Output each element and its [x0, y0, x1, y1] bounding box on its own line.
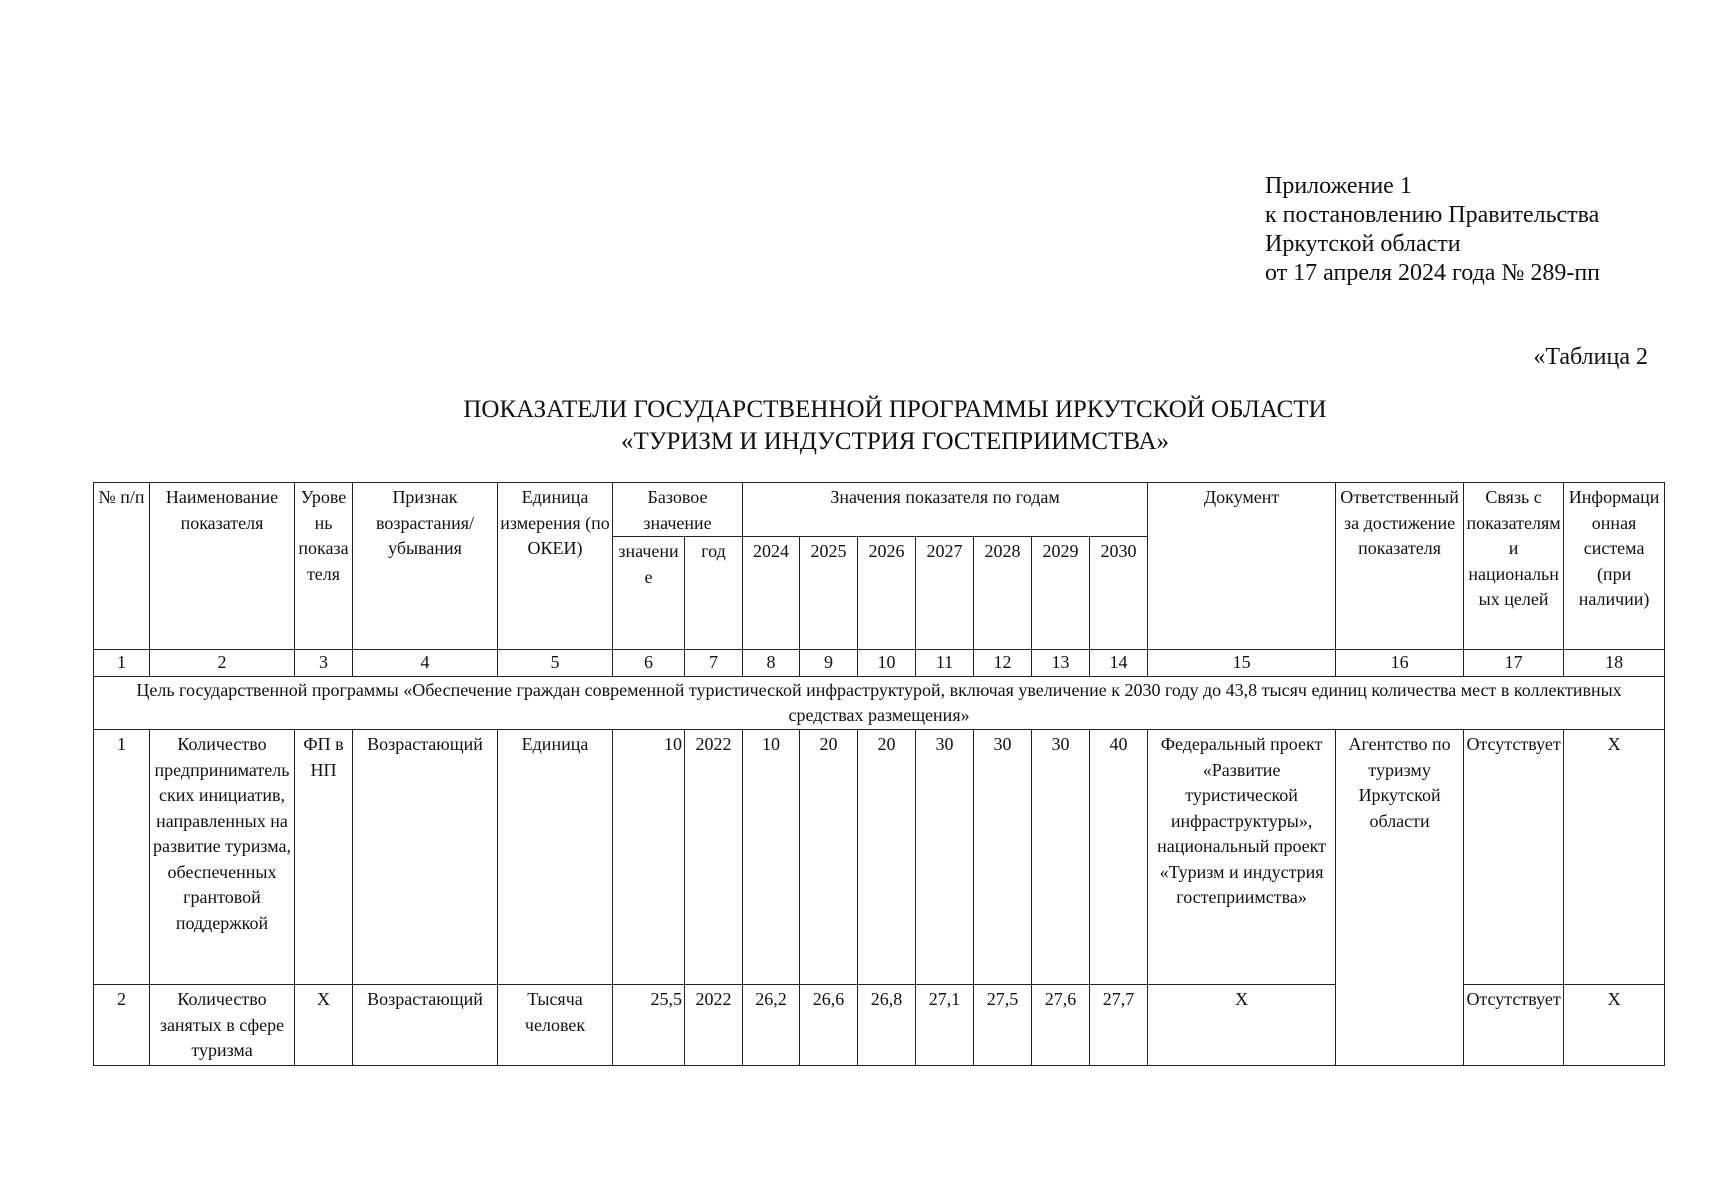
col-number: 8 — [743, 650, 800, 677]
header-year-2030: 2030 — [1090, 537, 1148, 650]
header-responsible: Ответственный за достижение показателя — [1336, 483, 1464, 650]
document-title — [0, 394, 1716, 458]
row-value-2029: 30 — [1032, 730, 1090, 985]
header-level: Уровень показателя — [295, 483, 353, 650]
header-row-1 — [94, 483, 1665, 537]
header-num: № п/п — [94, 483, 150, 650]
row-value-2027: 30 — [916, 730, 974, 985]
col-number: 14 — [1090, 650, 1148, 677]
goal-text: Цель государственной программы «Обеспечение граждан современной туристической инфраструктурой, включая увеличение к 2030 году до 43,8 тысяч единиц количества мест в коллективных средствах размещения» — [94, 677, 1665, 730]
row-responsible: Агентство по туризму Иркутской области — [1336, 730, 1464, 1066]
header-year-2028: 2028 — [974, 537, 1032, 650]
row-value-2024: 10 — [743, 730, 800, 985]
table-label: «Таблица 2 — [1533, 344, 1648, 370]
goal-row — [94, 677, 1665, 730]
header-year-2026: 2026 — [858, 537, 916, 650]
appendix-line-4: от 17 апреля 2024 года № 289-пп — [1265, 260, 1601, 286]
header-link: Связь с показателями национальных целей — [1464, 483, 1564, 650]
row-value-2024: 26,2 — [743, 985, 800, 1066]
title-line-2: «ТУРИЗМ И ИНДУСТРИЯ ГОСТЕПРИИМСТВА» — [620, 428, 1170, 455]
table-row — [94, 730, 1665, 985]
header-document: Документ — [1148, 483, 1336, 650]
header-name: Наименование показателя — [150, 483, 295, 650]
col-number: 10 — [858, 650, 916, 677]
appendix-line-3: Иркутской области — [1265, 231, 1461, 257]
row-trend: Возрастающий — [353, 730, 498, 985]
row-level: Х — [295, 985, 353, 1066]
col-number: 18 — [1564, 650, 1665, 677]
row-name: Количество предпринимательских инициатив, направленных на развитие туризма, обеспеченных грантовой поддержкой — [150, 730, 295, 985]
header-year-2025: 2025 — [800, 537, 858, 650]
appendix-line-2: к постановлению Правительства — [1265, 202, 1600, 228]
col-number: 1 — [94, 650, 150, 677]
row-value-2028: 27,5 — [974, 985, 1032, 1066]
appendix-line-1: Приложение 1 — [1265, 173, 1412, 199]
header-trend: Признак возрастания/убывания — [353, 483, 498, 650]
row-base-value: 25,5 — [613, 985, 685, 1066]
row-value-2030: 40 — [1090, 730, 1148, 985]
header-year-2027: 2027 — [916, 537, 974, 650]
header-year-2024: 2024 — [743, 537, 800, 650]
row-value-2029: 27,6 — [1032, 985, 1090, 1066]
row-value-2030: 27,7 — [1090, 985, 1148, 1066]
col-number: 12 — [974, 650, 1032, 677]
appendix-block — [1265, 172, 1600, 288]
row-link: Отсутствует — [1464, 985, 1564, 1066]
col-number: 2 — [150, 650, 295, 677]
row-value-2025: 20 — [800, 730, 858, 985]
col-number: 7 — [685, 650, 743, 677]
row-level: ФП в НП — [295, 730, 353, 985]
row-link: Отсутствует — [1464, 730, 1564, 985]
row-unit: Единица — [498, 730, 613, 985]
row-num: 1 — [94, 730, 150, 985]
title-line-1: ПОКАЗАТЕЛИ ГОСУДАРСТВЕННОЙ ПРОГРАММЫ ИРКУТСКОЙ ОБЛАСТИ — [463, 396, 1327, 423]
col-number: 16 — [1336, 650, 1464, 677]
row-value-2028: 30 — [974, 730, 1032, 985]
header-year-2029: 2029 — [1032, 537, 1090, 650]
col-number: 3 — [295, 650, 353, 677]
header-base: Базовое значение — [613, 483, 743, 537]
col-number: 5 — [498, 650, 613, 677]
header-info-system: Информационная система (при наличии) — [1564, 483, 1665, 650]
header-years-group: Значения показателя по годам — [743, 483, 1148, 537]
col-number: 13 — [1032, 650, 1090, 677]
row-trend: Возрастающий — [353, 985, 498, 1066]
column-number-row — [94, 650, 1665, 677]
row-name: Количество занятых в сфере туризма — [150, 985, 295, 1066]
col-number: 15 — [1148, 650, 1336, 677]
col-number: 17 — [1464, 650, 1564, 677]
row-base-value: 10 — [613, 730, 685, 985]
row-base-year: 2022 — [685, 730, 743, 985]
row-info-system: Х — [1564, 730, 1665, 985]
row-value-2025: 26,6 — [800, 985, 858, 1066]
row-value-2027: 27,1 — [916, 985, 974, 1066]
header-unit: Единица измерения (по ОКЕИ) — [498, 483, 613, 650]
row-num: 2 — [94, 985, 150, 1066]
row-unit: Тысяча человек — [498, 985, 613, 1066]
col-number: 11 — [916, 650, 974, 677]
row-document: Х — [1148, 985, 1336, 1066]
row-base-year: 2022 — [685, 985, 743, 1066]
header-base-value: значение — [613, 537, 685, 650]
row-info-system: Х — [1564, 985, 1665, 1066]
row-value-2026: 26,8 — [858, 985, 916, 1066]
header-base-year: год — [685, 537, 743, 650]
col-number: 6 — [613, 650, 685, 677]
indicators-table — [93, 482, 1665, 1066]
col-number: 9 — [800, 650, 858, 677]
row-value-2026: 20 — [858, 730, 916, 985]
row-document: Федеральный проект «Развитие туристической инфраструктуры», национальный проект «Туризм и индустрия гостеприимства» — [1148, 730, 1336, 985]
col-number: 4 — [353, 650, 498, 677]
